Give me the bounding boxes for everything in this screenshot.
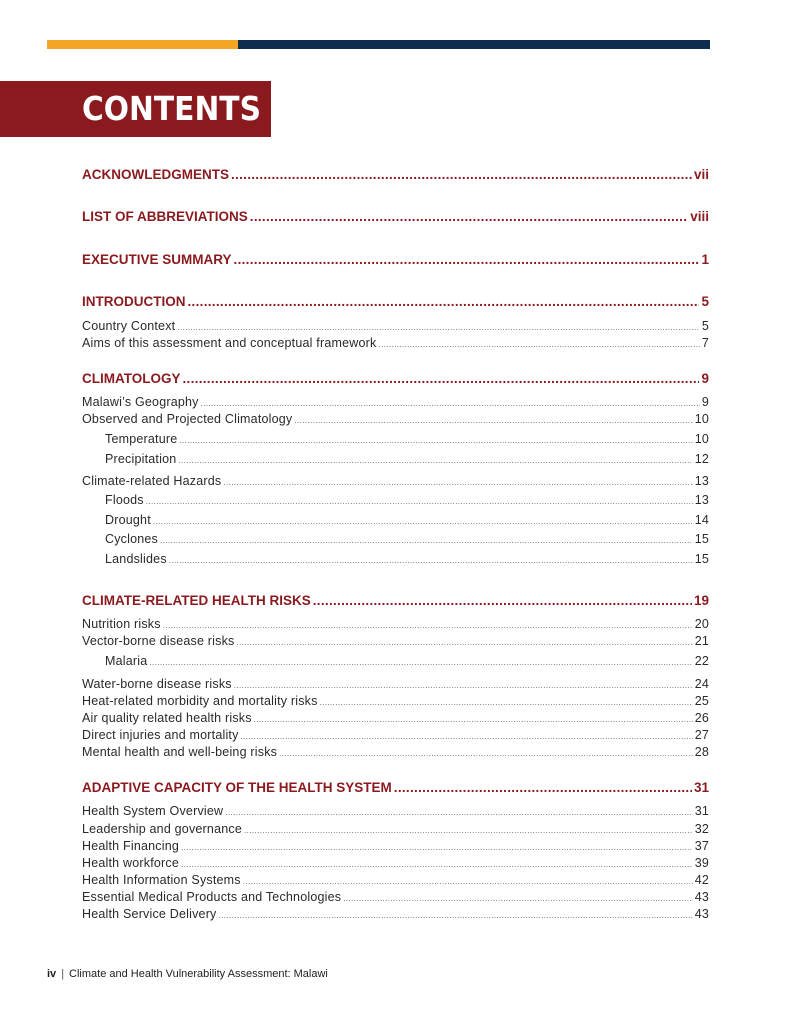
toc-entry[interactable] (82, 395, 709, 409)
toc-subentry[interactable] (82, 532, 709, 546)
dot-leader (179, 436, 692, 445)
toc-page-number: 43 (694, 890, 709, 904)
dot-leader (149, 658, 692, 667)
dot-leader (234, 681, 693, 690)
toc-entry[interactable] (82, 617, 709, 631)
toc-entry-label: Health Information Systems (82, 873, 241, 887)
toc-entry[interactable] (82, 822, 709, 836)
toc-entry-label: Aims of this assessment and conceptual framework (82, 336, 377, 350)
dot-leader (178, 456, 692, 465)
dot-leader (163, 621, 693, 630)
toc-entry-label: Floods (105, 493, 144, 507)
toc-page-number: 25 (694, 694, 709, 708)
toc-page-number: 15 (694, 532, 709, 546)
dot-leader (225, 808, 692, 817)
toc-subentry[interactable] (82, 513, 709, 527)
toc-entry-label: Health Service Delivery (82, 907, 217, 921)
accent-bar-navy (238, 40, 710, 49)
dot-leader (343, 894, 692, 903)
dot-leader (181, 860, 693, 869)
toc-entry-label: Health Financing (82, 839, 180, 853)
dot-leader (234, 252, 700, 267)
footer-page-number: iv (47, 968, 57, 980)
toc-page-number: 14 (694, 513, 709, 527)
toc-page-number: 28 (694, 745, 709, 759)
toc-entry-label: Malawi’s Geography (82, 395, 199, 409)
toc-entry-label: Climate-related Hazards (82, 474, 222, 488)
toc-entry[interactable] (82, 319, 709, 333)
toc-heading-introduction[interactable] (82, 294, 709, 309)
dot-leader (279, 749, 693, 758)
toc-entry-label: Nutrition risks (82, 617, 161, 631)
toc-heading-health-risks[interactable] (82, 593, 709, 608)
toc-page-number: 12 (694, 452, 709, 466)
dot-leader (244, 826, 693, 835)
toc-heading-label: ADAPTIVE CAPACITY OF THE HEALTH SYSTEM (82, 780, 392, 795)
toc-page-number: 37 (694, 839, 709, 853)
toc-entry[interactable] (82, 677, 709, 691)
dot-leader (153, 517, 693, 526)
page-title: CONTENTS (82, 89, 261, 128)
dot-leader (313, 593, 692, 608)
toc-page-number: 1 (701, 252, 709, 267)
toc-entry[interactable] (82, 745, 709, 759)
toc-heading-label: CLIMATE-RELATED HEALTH RISKS (82, 593, 311, 608)
dot-leader (243, 877, 693, 886)
dot-leader (188, 294, 700, 309)
toc-page-number: 32 (694, 822, 709, 836)
dot-leader (146, 497, 693, 506)
toc-page-number: 13 (694, 493, 709, 507)
toc-entry[interactable] (82, 890, 709, 904)
dot-leader (320, 698, 693, 707)
toc-heading-label: INTRODUCTION (82, 294, 186, 309)
toc-entry[interactable] (82, 694, 709, 708)
dot-leader (254, 715, 693, 724)
toc-page-number: 26 (694, 711, 709, 725)
toc-page-number: 43 (694, 907, 709, 921)
toc-entry-label: Precipitation (105, 452, 177, 466)
toc-page-number: 19 (693, 593, 709, 608)
toc-entry[interactable] (82, 856, 709, 870)
toc-entry-label: Direct injuries and mortality (82, 728, 239, 742)
dot-leader (237, 638, 693, 647)
toc-page-number: 7 (701, 336, 709, 350)
footer-separator: | (61, 968, 65, 980)
dot-leader (231, 167, 692, 182)
toc-page-number: 10 (694, 412, 709, 426)
toc-entry-label: Observed and Projected Climatology (82, 412, 293, 426)
dot-leader (223, 478, 692, 487)
toc-page-number: 21 (694, 634, 709, 648)
toc-entry[interactable] (82, 336, 709, 350)
dot-leader (378, 340, 699, 349)
toc-heading-label: EXECUTIVE SUMMARY (82, 252, 232, 267)
toc-entry[interactable] (82, 873, 709, 887)
toc-subentry[interactable] (82, 654, 709, 668)
dot-leader (169, 556, 693, 565)
toc-page-number: 42 (694, 873, 709, 887)
toc-page-number: 31 (694, 804, 709, 818)
toc-entry[interactable] (82, 634, 709, 648)
toc-heading-abbreviations[interactable] (82, 209, 709, 224)
toc-page-number: 22 (694, 654, 709, 668)
toc-page-number: 24 (694, 677, 709, 691)
accent-bar-gold (47, 40, 238, 49)
toc-entry-label: Vector-borne disease risks (82, 634, 235, 648)
toc-entry[interactable] (82, 907, 709, 921)
toc-entry-label: Mental health and well-being risks (82, 745, 278, 759)
toc-page-number: viii (690, 209, 709, 224)
footer-document-title: Climate and Health Vulnerability Assessment: Malawi (69, 968, 328, 980)
toc-entry[interactable] (82, 839, 709, 853)
dot-leader (183, 371, 700, 386)
dot-leader (241, 732, 693, 741)
toc-subentry[interactable] (82, 452, 709, 466)
dot-leader (250, 209, 688, 224)
toc-subentry[interactable] (82, 552, 709, 566)
toc-heading-adaptive-capacity[interactable] (82, 780, 709, 795)
title-band (0, 81, 271, 137)
toc-page-number: 39 (694, 856, 709, 870)
toc-heading-label: CLIMATOLOGY (82, 371, 181, 386)
top-accent-bar (47, 40, 710, 49)
toc-entry[interactable] (82, 804, 709, 818)
toc-entry-label: Essential Medical Products and Technologies (82, 890, 342, 904)
toc-page-number: 31 (693, 780, 709, 795)
dot-leader (201, 399, 700, 408)
toc-entry-label: Health workforce (82, 856, 179, 870)
toc-subentry[interactable] (82, 432, 709, 446)
dot-leader (219, 911, 693, 920)
toc-heading-label: ACKNOWLEDGMENTS (82, 167, 229, 182)
toc-entry-label: Heat-related morbidity and mortality risks (82, 694, 318, 708)
toc-page-number: 5 (701, 319, 709, 333)
toc-page-number: 9 (701, 371, 709, 386)
toc-subentry[interactable] (82, 493, 709, 507)
toc-page-number: 27 (694, 728, 709, 742)
dot-leader (177, 323, 700, 332)
dot-leader (181, 843, 693, 852)
toc-entry[interactable] (82, 711, 709, 725)
toc-heading-label: LIST OF ABBREVIATIONS (82, 209, 248, 224)
toc-entry[interactable] (82, 412, 709, 426)
dot-leader (160, 536, 693, 545)
toc-entry-label: Landslides (105, 552, 167, 566)
toc-entry[interactable] (82, 728, 709, 742)
toc-page-number: 9 (701, 395, 709, 409)
toc-entry-label: Leadership and governance (82, 822, 242, 836)
toc-entry-label: Temperature (105, 432, 178, 446)
toc-entry-label: Malaria (105, 654, 148, 668)
dot-leader (394, 780, 692, 795)
toc-page-number: 15 (694, 552, 709, 566)
toc-entry-label: Drought (105, 513, 151, 527)
toc-heading-acknowledgments[interactable] (82, 167, 709, 182)
toc-page-number: vii (693, 167, 709, 182)
toc-entry-label: Water-borne disease risks (82, 677, 232, 691)
toc-heading-executive-summary[interactable] (82, 252, 709, 267)
toc-page-number: 20 (694, 617, 709, 631)
toc-entry-label: Country Context (82, 319, 176, 333)
toc-entry[interactable] (82, 474, 709, 488)
dot-leader (294, 416, 692, 425)
toc-heading-climatology[interactable] (82, 371, 709, 386)
toc-page-number: 13 (694, 474, 709, 488)
toc-page-number: 10 (694, 432, 709, 446)
toc-page-number: 5 (701, 294, 709, 309)
toc-entry-label: Air quality related health risks (82, 711, 252, 725)
toc-entry-label: Health System Overview (82, 804, 224, 818)
page-footer (47, 968, 328, 980)
toc-entry-label: Cyclones (105, 532, 159, 546)
